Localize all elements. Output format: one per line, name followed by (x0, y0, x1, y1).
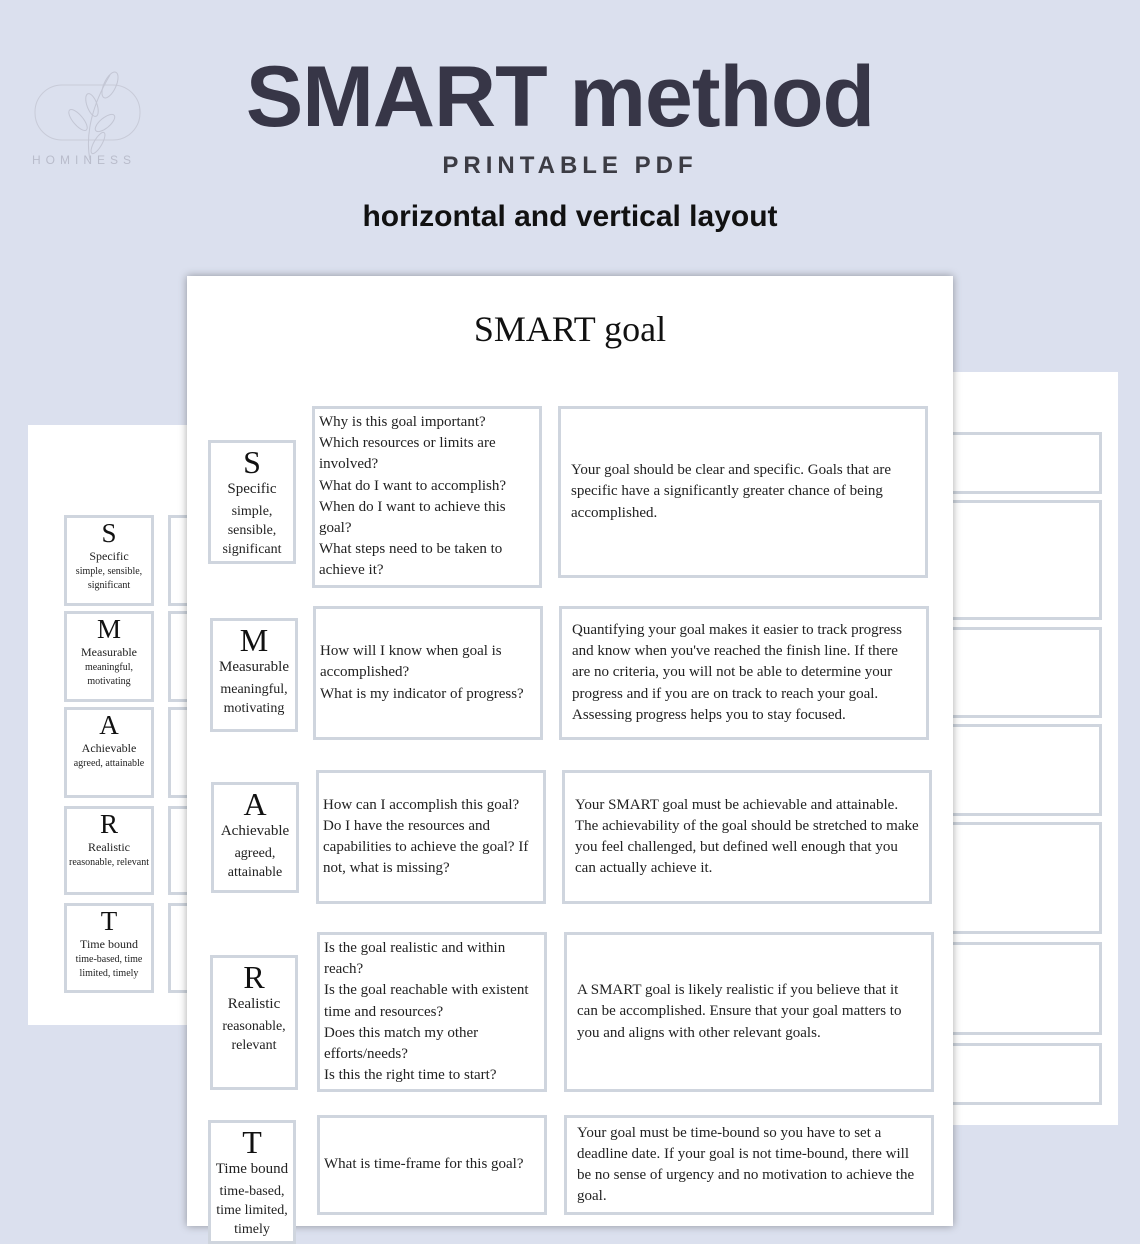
criterion-name: Time bound (80, 937, 138, 951)
question: Does this match my other efforts/needs? (324, 1024, 479, 1063)
criterion-name: Realistic (227, 996, 281, 1012)
criterion-name: Measurable (81, 645, 137, 659)
smart-letter: S (243, 444, 261, 480)
criterion-synonyms: meaningful, motivating (220, 682, 288, 716)
description-box-preview (930, 942, 1102, 1035)
letter-box-s (64, 515, 154, 606)
criterion-synonyms: meaningful, motivating (84, 662, 134, 687)
criterion-name: Achievable (81, 741, 137, 755)
letter-box-r (210, 955, 298, 1090)
letter-box-t (64, 903, 154, 993)
criterion-synonyms: agreed, attainable (73, 758, 145, 769)
questions-box (317, 1115, 547, 1215)
question: What is my indicator of progress? (320, 685, 524, 702)
description-box-preview (930, 627, 1102, 718)
description-box-preview (930, 1043, 1102, 1105)
smart-letter: T (100, 906, 118, 936)
smart-letter: R (243, 959, 265, 995)
description-box-preview (930, 724, 1102, 816)
smart-letter: A (99, 710, 119, 740)
criterion-name: Specific (227, 481, 277, 497)
description-box-preview (930, 500, 1102, 620)
questions-box (312, 406, 542, 588)
criterion-synonyms: simple, sensible, significant (222, 504, 282, 557)
question: What steps need to be taken to achieve it? (319, 541, 503, 579)
question: Do I have the resources and capabilities to achieve the goal? If not, what is missing? (323, 817, 529, 877)
logo-text: HOMINESS (32, 153, 137, 167)
description-box (564, 932, 934, 1092)
criterion-name: Time bound (215, 1161, 289, 1177)
criterion-name: Measurable (219, 659, 289, 675)
letter-box-a (64, 707, 154, 798)
description: Quantifying your goal makes it easier to track progress and know when you've reached the finish line. If there are no criteria, you will not be able to determine your progress and if you are on track to reach your goal. Assessing progress helps you to stay focused. (572, 621, 902, 723)
question: How can I accomplish this goal? (323, 796, 520, 813)
description-box (562, 770, 932, 904)
vertical-layout-page-preview (28, 425, 190, 1025)
document-title: SMART goal (473, 309, 667, 349)
criterion-synonyms: reasonable, relevant (222, 1019, 286, 1053)
description-box (559, 606, 929, 740)
criterion-synonyms: agreed, attainable (227, 846, 283, 880)
smart-goal-page (187, 276, 953, 1237)
questions-box (317, 932, 547, 1092)
letter-box-s (208, 440, 296, 564)
description: Your goal should be clear and specific. Goals that are specific have a significantly greater chance of being accomplished. (571, 462, 892, 521)
question: What do I want to accomplish? (319, 477, 507, 494)
criterion-synonyms: simple, sensible, significant (75, 566, 143, 591)
description-box (558, 406, 928, 578)
questions-box (313, 606, 543, 740)
subtitle: PRINTABLE PDF (442, 152, 698, 179)
description-box-preview (930, 822, 1102, 934)
question: When do I want to achieve this goal? (319, 498, 506, 537)
headline: SMART method (245, 49, 875, 145)
question: What is time-frame for this goal? (324, 1156, 524, 1173)
question: Is this the right time to start? (324, 1067, 497, 1084)
description-box (564, 1115, 934, 1215)
smart-letter: A (243, 786, 267, 822)
horizontal-layout-page-preview (950, 372, 1118, 1125)
letter-box-t (208, 1120, 296, 1244)
smart-letter: M (239, 622, 269, 658)
criterion-name: Achievable (220, 823, 290, 839)
smart-letter: T (242, 1124, 262, 1160)
criterion-name: Specific (89, 549, 129, 563)
question: Which resources or limits are involved? (319, 435, 496, 473)
question: How will I know when goal is accomplished? (320, 643, 502, 681)
letter-box-r (64, 806, 154, 895)
smart-letter: S (101, 518, 117, 548)
question: Is the goal realistic and within reach? (324, 940, 506, 978)
description: Your goal must be time-bound so you have to set a deadline date. If your goal is not time-bound, there will be no sense of urgency and no motivation to achieve the goal. (577, 1124, 915, 1205)
description: A SMART goal is likely realistic if you believe that it can be accomplished. Ensure that your goal matters to you and aligns with other relevant goals. (577, 982, 902, 1041)
smart-letter: M (96, 614, 121, 644)
smart-letter: R (99, 809, 118, 839)
questions-box (316, 770, 546, 904)
criterion-name: Realistic (88, 840, 130, 854)
description-box-preview (930, 432, 1102, 494)
criterion-synonyms: time-based, time limited, timely (75, 954, 143, 979)
question: Why is this goal important? (319, 414, 486, 430)
letter-box-m (64, 611, 154, 702)
letter-box-a (211, 782, 299, 893)
description: Your SMART goal must be achievable and attainable. The achievability of the goal should be stretched to make you feel challenged, but defined well enough that you can actually achieve it. (575, 796, 919, 877)
letter-box-m (210, 618, 298, 732)
tagline: horizontal and vertical layout (362, 200, 778, 233)
criterion-synonyms: reasonable, relevant (69, 857, 149, 868)
question: Is the goal reachable with existent time and resources? (324, 982, 529, 1020)
criterion-synonyms: time-based, time limited, timely (216, 1184, 288, 1237)
